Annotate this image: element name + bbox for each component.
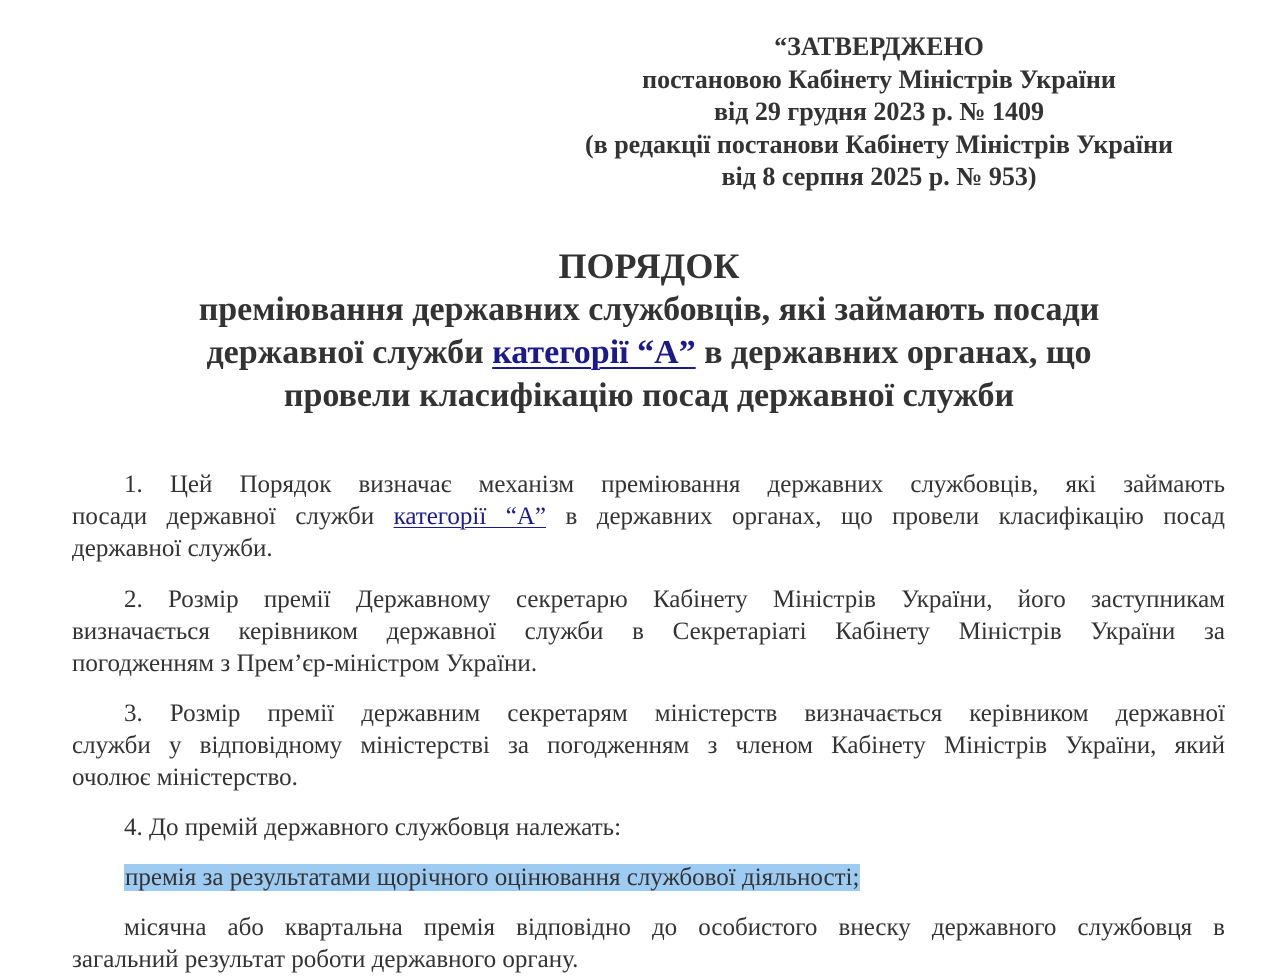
subtitle-text: в державних органах, що [695, 334, 1092, 371]
approval-line: “ЗАТВЕРДЖЕНО [774, 32, 984, 61]
paragraph-3 [72, 698, 1225, 794]
paragraph-line: визначається керівником державної служби в Секретаріаті Кабінету Міністрів України за [72, 618, 1225, 645]
selected-text[interactable]: премія за результатами щорічного оцінювання службової діяльності; [125, 864, 860, 891]
paragraph-line: 4. До премій державного службовця належать: [124, 814, 622, 841]
paragraph-line: очолює міністерство. [72, 764, 298, 791]
document-subtitle [40, 288, 1258, 417]
paragraph-line: погодженням з Прем’єр-міністром України. [72, 650, 538, 677]
category-a-link[interactable]: категорії “А” [492, 334, 696, 371]
paragraph-5 [72, 862, 1225, 894]
paragraph-line [72, 501, 1225, 533]
paragraph-line: 2. Розмір премії Державному секретарю Кабінету Міністрів України, його заступникам [124, 586, 1225, 613]
paragraph-line: державної служби. [72, 535, 273, 562]
paragraph-line: загальний результат роботи державного органу. [72, 946, 579, 973]
paragraph-2 [72, 584, 1225, 680]
subtitle-line: провели класифікацію посад державної служби [283, 377, 1015, 414]
category-a-inline-link[interactable]: категорії “А” [393, 503, 547, 530]
paragraph-text: посади державної служби [72, 503, 394, 530]
paragraph-line: 1. Цей Порядок визначає механізм преміювання державних службовців, які займають [124, 471, 1225, 498]
paragraph-1 [72, 469, 1225, 565]
paragraph-text: в державних органах, що провели класифікацію посад [546, 503, 1225, 530]
paragraph-6 [72, 912, 1225, 976]
approval-line: постановою Кабінету Міністрів України [642, 64, 1116, 94]
subtitle-text: державної служби [206, 334, 493, 371]
document-title: ПОРЯДОК [558, 246, 740, 286]
paragraph-line: служби у відповідному міністерстві за погодженням з членом Кабінету Міністрів України, який [72, 732, 1225, 759]
paragraph-line: місячна або квартальна премія відповідно до особистого внеску державного службовця в [124, 914, 1225, 941]
subtitle-line [40, 331, 1258, 374]
subtitle-line: преміювання державних службовців, які займають посади [198, 291, 1100, 328]
approval-line: (в редакції постанови Кабінету Міністрів України [585, 129, 1173, 159]
approval-line: від 8 серпня 2025 р. № 953) [721, 162, 1037, 191]
approval-stamp [520, 31, 1238, 194]
paragraph-line: 3. Розмір премії державним секретарям міністерств визначається керівником державної [124, 700, 1225, 727]
paragraph-4 [72, 812, 1225, 844]
paragraph-line [72, 862, 1225, 894]
document-heading [40, 244, 1258, 417]
approval-line: від 29 грудня 2023 р. № 1409 [714, 97, 1044, 126]
